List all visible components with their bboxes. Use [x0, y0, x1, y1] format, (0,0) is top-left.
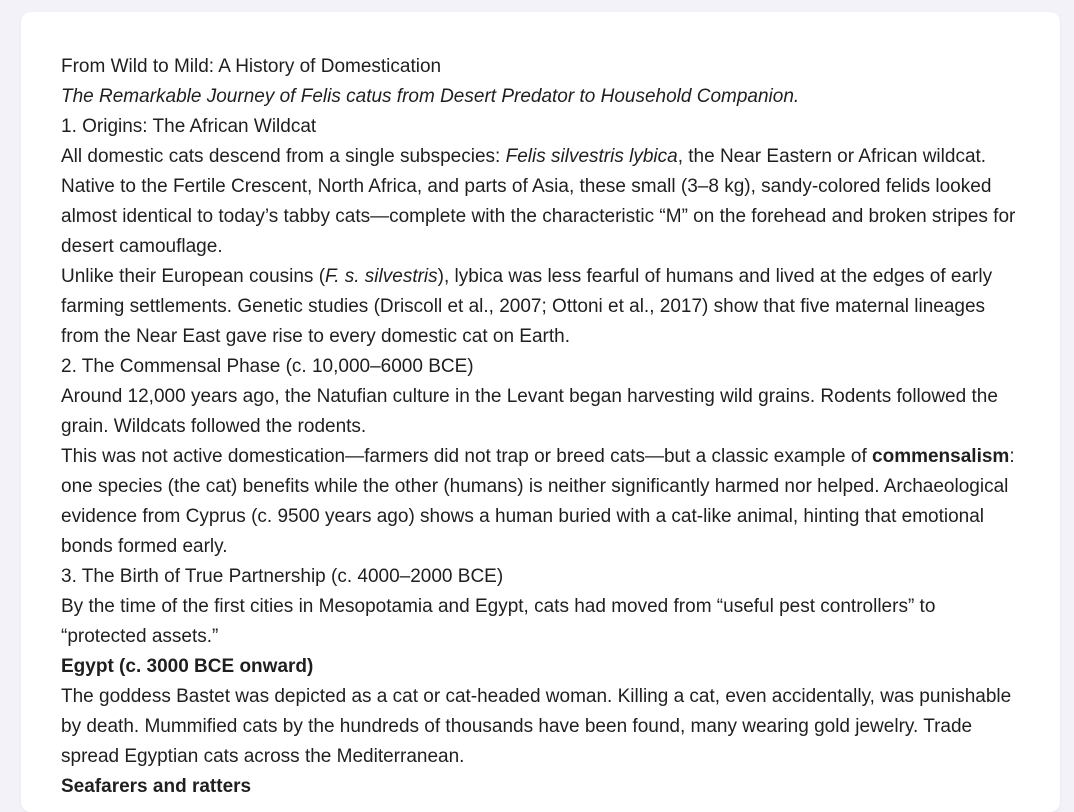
- paragraph-origins-1: [61, 142, 1026, 262]
- key-term: commensalism: [872, 446, 1010, 467]
- paragraph-commensal-2: [61, 442, 1026, 562]
- document-title: From Wild to Mild: A History of Domestication: [61, 56, 442, 77]
- paragraph-egypt: The goddess Bastet was depicted as a cat or cat-headed woman. Killing a cat, even accidentally, was punishable by death. Mummified cats by the hundreds of thousands have been found, many wearing gold jewelry. Trade spread Egyptian cats across the Mediterranean.: [61, 686, 1012, 767]
- text-run: , the Near Eastern or African wildcat. Native to the Fertile Crescent, North Africa, and parts of Asia, these small (3–8 kg), sandy-colored felids looked almost identical to today’s tabby cats—complete with the characteristic “M” on the forehead and broken stripes for desert camouflage.: [61, 146, 1016, 257]
- text-run: ), lybica was less fearful of humans and lived at the edges of early farming settlements. Genetic studies (Driscoll et al., 2007; Ottoni et al., 2017) show that five maternal lineages from the Near East gave rise to every domestic cat on Earth.: [61, 266, 993, 347]
- section-heading-origins: 1. Origins: The African Wildcat: [61, 116, 317, 137]
- document-body: [61, 52, 1026, 802]
- document-subtitle: The Remarkable Journey of Felis catus from Desert Predator to Household Companion.: [61, 86, 800, 107]
- species-name: F. s. silvestris: [325, 266, 438, 287]
- subheading-egypt: Egypt (c. 3000 BCE onward): [61, 656, 314, 677]
- document-card: [21, 12, 1060, 812]
- text-run: All domestic cats descend from a single subspecies:: [61, 146, 506, 167]
- text-run: Unlike their European cousins (: [61, 266, 326, 287]
- subheading-next: Seafarers and ratters: [61, 776, 252, 797]
- paragraph-commensal-1: Around 12,000 years ago, the Natufian culture in the Levant began harvesting wild grains. Rodents followed the grain. Wildcats followed the rodents.: [61, 386, 998, 437]
- paragraph-partnership-1: By the time of the first cities in Mesopotamia and Egypt, cats had moved from “useful pest controllers” to “protected assets.”: [61, 596, 936, 647]
- species-name: Felis silvestris lybica: [505, 146, 678, 167]
- section-heading-partnership: 3. The Birth of True Partnership (c. 4000–2000 BCE): [61, 566, 504, 587]
- paragraph-origins-2: [61, 262, 1026, 352]
- text-run: This was not active domestication—farmers did not trap or breed cats—but a classic example of: [61, 446, 873, 467]
- text-run: : one species (the cat) benefits while the other (humans) is neither significantly harmed nor helped. Archaeological evidence from Cyprus (c. 9500 years ago) shows a human buried with a cat-like animal, hinting that emotional bonds formed early.: [61, 446, 1015, 557]
- section-heading-commensal: 2. The Commensal Phase (c. 10,000–6000 BCE): [61, 356, 474, 377]
